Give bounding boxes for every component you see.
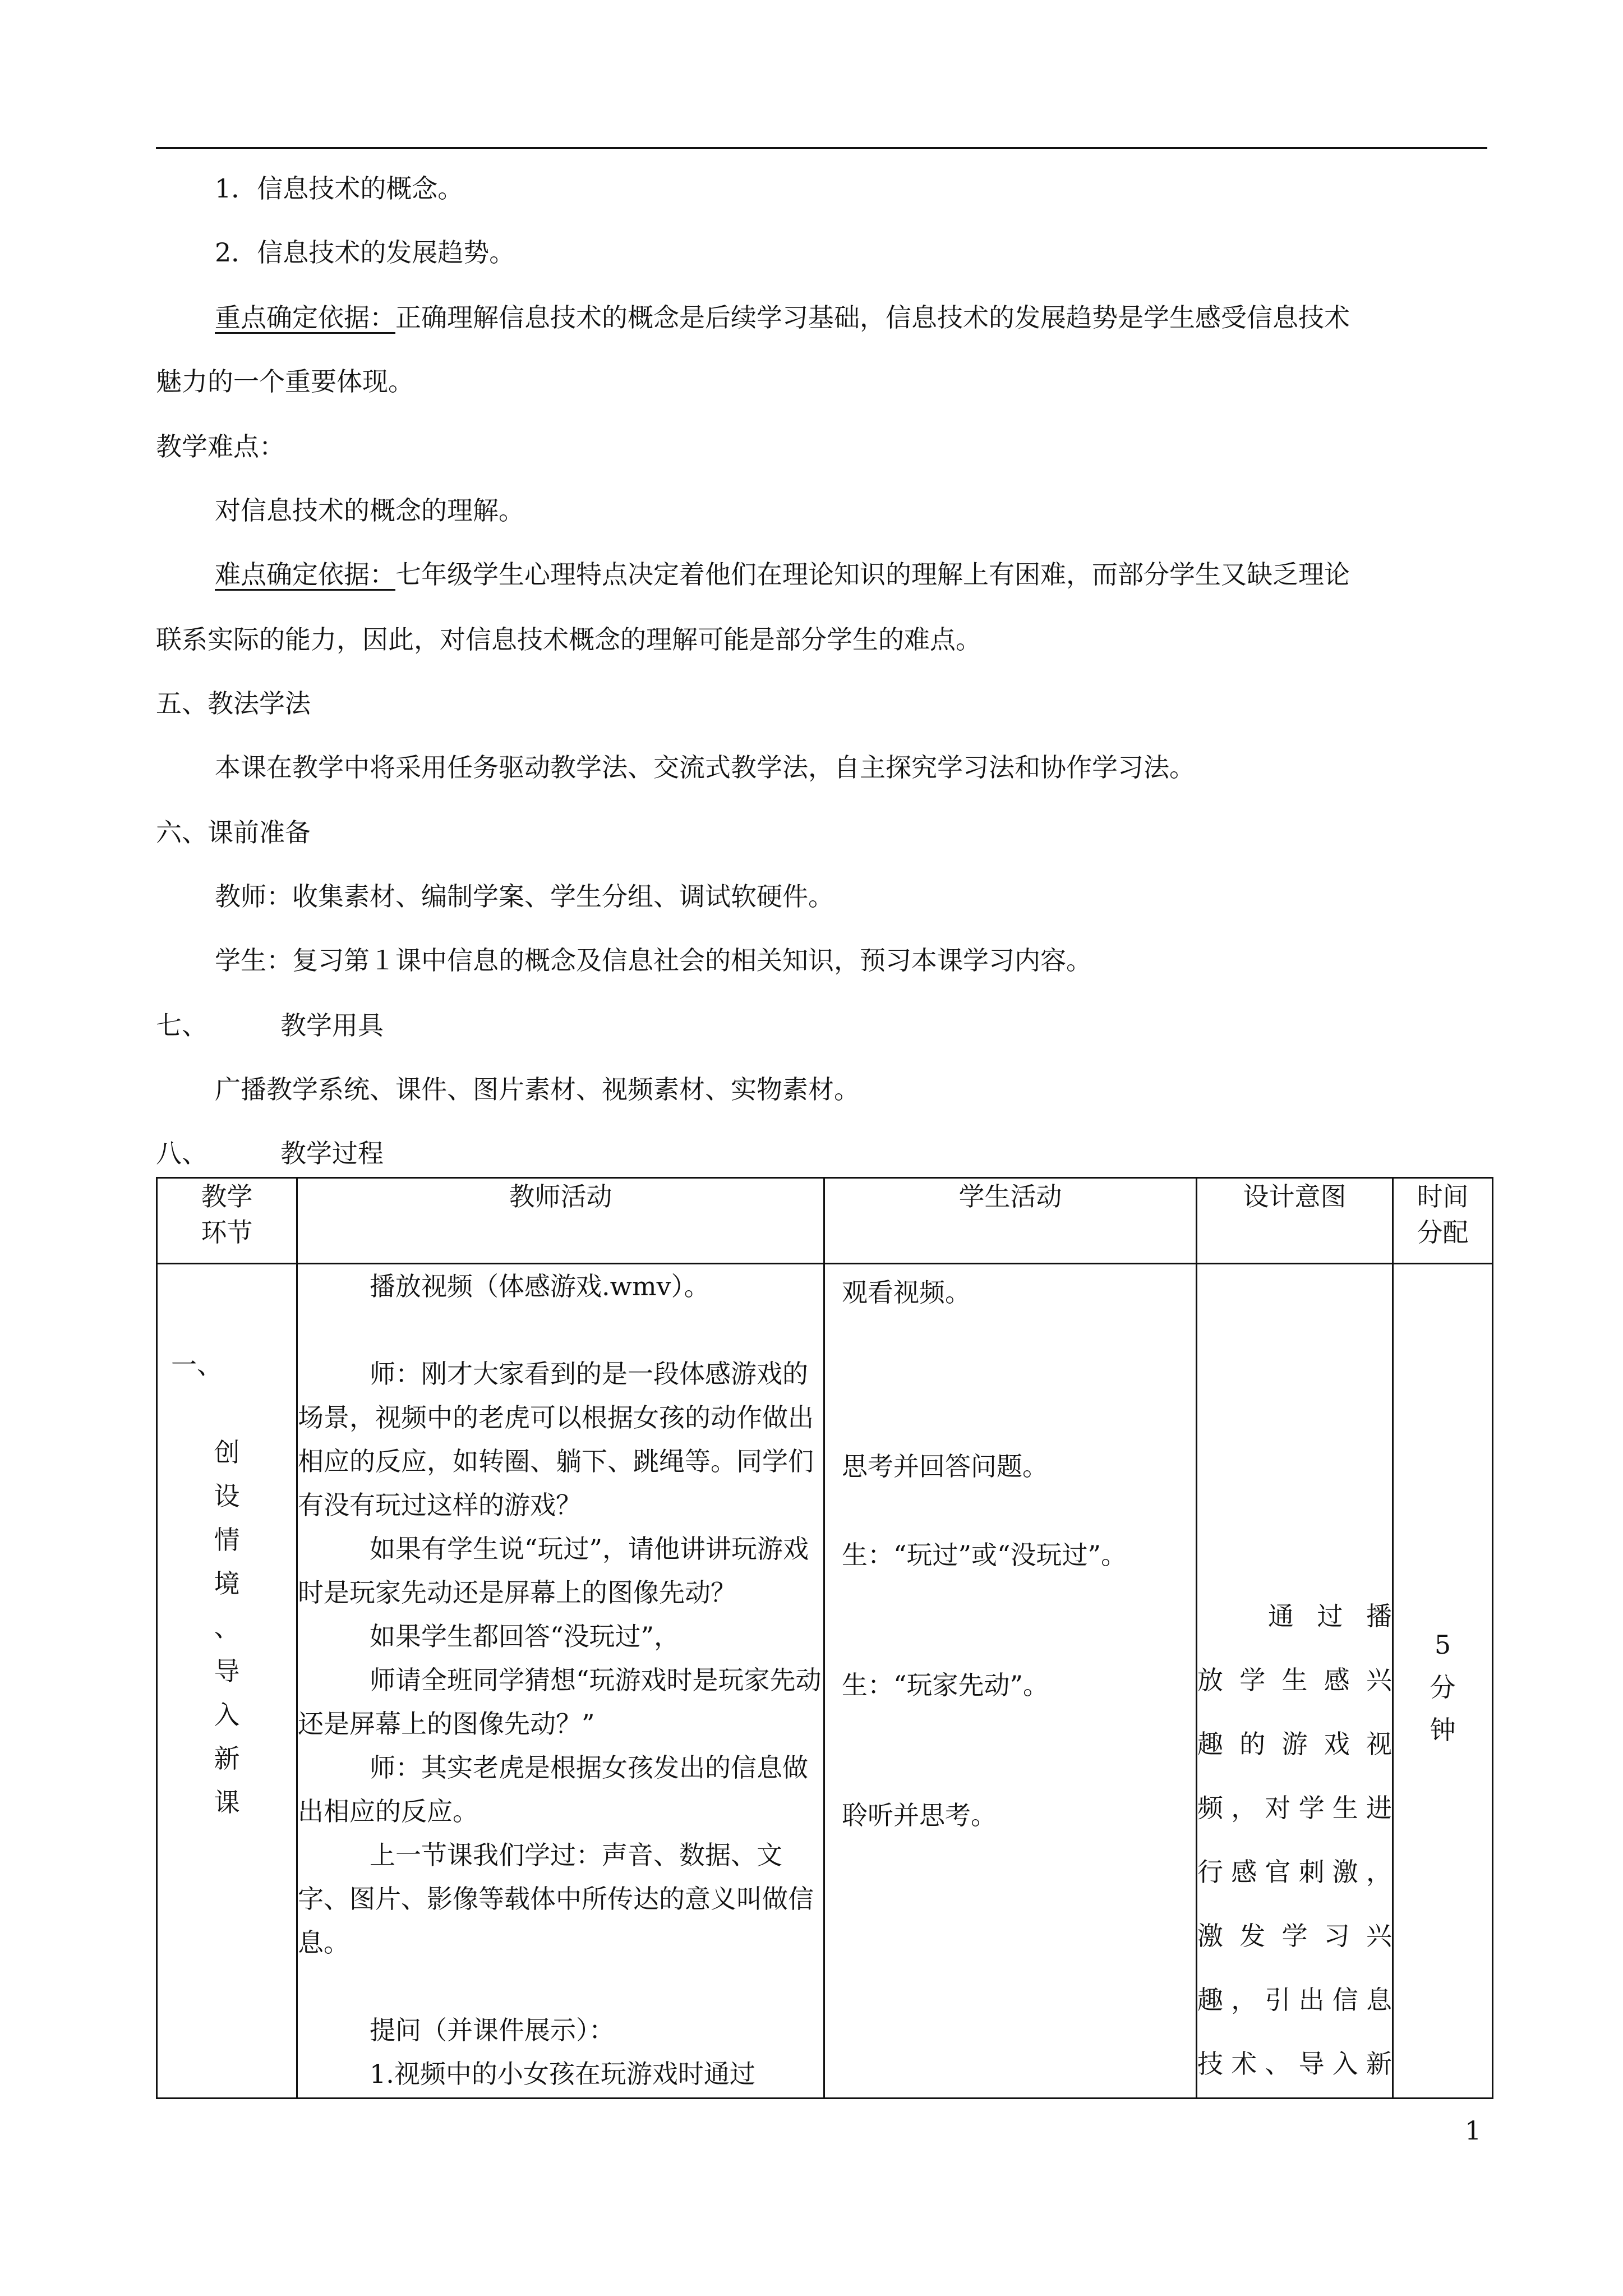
teacher-paragraph: 如果学生都回答“没玩过”， bbox=[370, 1621, 680, 1651]
difficulty-basis bbox=[215, 558, 1350, 591]
difficulty-heading: 教学难点： bbox=[156, 431, 285, 462]
student-activity-cell bbox=[824, 1264, 1197, 2099]
header-time: 时间 分配 bbox=[1393, 1178, 1493, 1264]
time-unit-char: 钟 bbox=[1430, 1715, 1456, 1745]
difficulty-item: 对信息技术的概念的理解。 bbox=[215, 495, 524, 526]
stage-char: 新 bbox=[214, 1743, 240, 1774]
teacher-paragraph: 如果有学生说“玩过”，请他讲讲玩游戏时是玩家先动还是屏幕上的图像先动？ bbox=[298, 1534, 809, 1608]
student-activity: 观看视频。 bbox=[842, 1277, 971, 1308]
key-point-basis bbox=[215, 301, 1350, 334]
stage-char: 、 bbox=[214, 1612, 240, 1642]
section-7-number: 七、 bbox=[156, 1010, 208, 1041]
section-7-title: 教学用具 bbox=[280, 1010, 384, 1041]
diff-basis-text: 七年级学生心理特点决定着他们在理论知识的理解上有困难，而部分学生又缺乏理论 bbox=[395, 559, 1350, 590]
stage-char: 情 bbox=[214, 1525, 240, 1555]
teacher-paragraph: 上一节课我们学过：声音、数据、文字、图片、影像等载体中所传达的意义叫做信息。 bbox=[298, 1840, 814, 1958]
header-design-intent: 设计意图 bbox=[1197, 1178, 1393, 1264]
key-point-2: 2．信息技术的发展趋势。 bbox=[215, 237, 515, 268]
header-rule bbox=[156, 147, 1487, 149]
diff-basis-label: 难点确定依据： bbox=[215, 559, 395, 590]
intent-line: 激发学习兴 bbox=[1197, 1921, 1392, 1951]
teacher-paragraph: 提问（并课件展示）： bbox=[370, 2015, 615, 2045]
key-point-1: 1．信息技术的概念。 bbox=[215, 173, 464, 204]
key-basis-label: 重点确定依据： bbox=[215, 302, 395, 333]
stage-char: 创 bbox=[214, 1437, 240, 1467]
student-activity: 思考并回答问题。 bbox=[842, 1451, 1048, 1481]
key-basis-text: 正确理解信息技术的概念是后续学习基础，信息技术的发展趋势是学生感受信息技术 bbox=[395, 302, 1350, 333]
section-6-heading: 六、课前准备 bbox=[156, 817, 311, 848]
table-row bbox=[157, 1264, 1493, 2099]
student-activity: 聆听并思考。 bbox=[842, 1800, 997, 1830]
intent-line: 技术、导入新 bbox=[1197, 2049, 1392, 2079]
intent-line: 通过播 bbox=[1268, 1601, 1392, 1631]
stage-char: 导 bbox=[214, 1656, 240, 1686]
teacher-paragraph: 1.视频中的小女孩在玩游戏时通过 bbox=[370, 2059, 755, 2089]
key-basis-continued: 魅力的一个重要体现。 bbox=[156, 366, 414, 397]
intent-line: 趣的游戏视 bbox=[1197, 1729, 1392, 1759]
section-7-text: 广播教学系统、课件、图片素材、视频素材、实物素材。 bbox=[215, 1074, 860, 1105]
section-6-teacher: 教师：收集素材、编制学案、学生分组、调试软硬件。 bbox=[215, 881, 834, 912]
teaching-process-table bbox=[156, 1177, 1493, 2099]
intent-line: 放学生感兴 bbox=[1197, 1665, 1392, 1695]
stage-char: 课 bbox=[214, 1787, 240, 1818]
stage-cell bbox=[157, 1264, 297, 2099]
stage-char: 设 bbox=[214, 1481, 240, 1511]
intent-line: 行感官刺激， bbox=[1197, 1857, 1392, 1887]
teacher-paragraph: 播放视频（体感游戏.wmv）。 bbox=[370, 1271, 710, 1301]
teacher-paragraph: 师：其实老虎是根据女孩发出的信息做出相应的反应。 bbox=[298, 1752, 808, 1826]
diff-basis-continued: 联系实际的能力，因此，对信息技术概念的理解可能是部分学生的难点。 bbox=[156, 624, 981, 655]
stage-number: 一、 bbox=[171, 1350, 223, 1380]
section-8-number: 八、 bbox=[156, 1138, 208, 1168]
section-7-heading bbox=[156, 1009, 384, 1042]
intent-line: 频，对学生进 bbox=[1197, 1793, 1392, 1823]
header-stage: 教学 环节 bbox=[157, 1178, 297, 1264]
teacher-paragraph: 师请全班同学猜想“玩游戏时是玩家先动还是屏幕上的图像先动？” bbox=[298, 1665, 822, 1739]
design-intent-cell bbox=[1197, 1264, 1393, 2099]
student-activity: 生：“玩家先动”。 bbox=[842, 1670, 1049, 1700]
section-8-title: 教学过程 bbox=[280, 1138, 384, 1168]
time-cell bbox=[1393, 1264, 1493, 2099]
page-number: 1 bbox=[1465, 2115, 1482, 2146]
student-activity: 生：“玩过”或“没玩过”。 bbox=[842, 1540, 1127, 1570]
time-value: 5 bbox=[1434, 1630, 1451, 1660]
time-unit-char: 分 bbox=[1430, 1672, 1456, 1703]
teacher-paragraph: 师：刚才大家看到的是一段体感游戏的场景，视频中的老虎可以根据女孩的动作做出相应的反应，如转圈、躺下、跳绳等。同学们有没有玩过这样的游戏？ bbox=[298, 1359, 814, 1520]
intent-line: 趣，引出信息 bbox=[1197, 1985, 1392, 2015]
section-8-heading bbox=[156, 1137, 384, 1170]
header-teacher-activity: 教师活动 bbox=[297, 1178, 824, 1264]
section-6-student: 学生：复习第１课中信息的概念及信息社会的相关知识，预习本课学习内容。 bbox=[215, 945, 1092, 976]
stage-char: 境 bbox=[214, 1568, 240, 1599]
section-5-heading: 五、教法学法 bbox=[156, 688, 311, 719]
table-header-row bbox=[157, 1178, 1493, 1264]
header-student-activity: 学生活动 bbox=[824, 1178, 1197, 1264]
section-5-text: 本课在教学中将采用任务驱动教学法、交流式教学法，自主探究学习法和协作学习法。 bbox=[215, 752, 1195, 783]
teacher-activity-cell bbox=[297, 1264, 824, 2099]
stage-char: 入 bbox=[214, 1700, 240, 1730]
